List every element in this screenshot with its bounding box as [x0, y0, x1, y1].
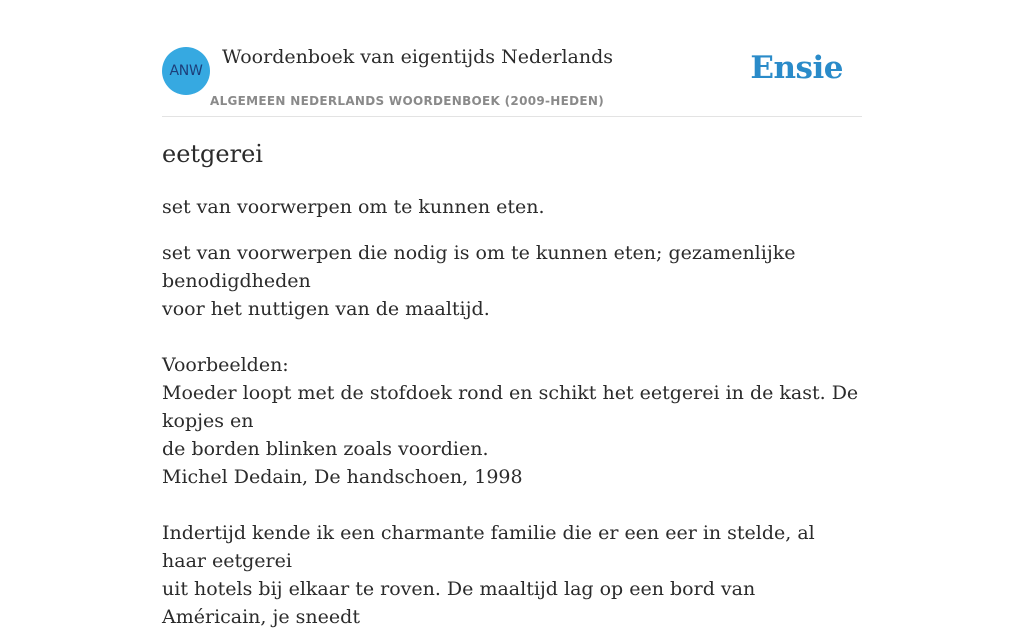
ensie-brand-link[interactable]: Ensie — [750, 50, 843, 86]
examples-label: Voorbeelden: — [162, 354, 289, 376]
example-line: Indertijd kende ik een charmante familie die er een eer in stelde, al haar eetgerei — [162, 522, 815, 572]
dictionary-title[interactable]: Woordenboek van eigentijds Nederlands — [222, 46, 614, 68]
spacer — [162, 323, 862, 351]
entry-body — [162, 239, 862, 631]
anw-logo[interactable] — [162, 47, 210, 95]
example-source: Michel Dedain, De handschoen, 1998 — [162, 466, 523, 488]
spacer — [162, 491, 862, 519]
definition-line: set van voorwerpen die nodig is om te kunnen eten; gezamenlijke benodigdheden — [162, 242, 796, 292]
example-line: Moeder loopt met de stofdoek rond en schikt het eetgerei in de kast. De kopjes en — [162, 382, 859, 432]
short-definition: set van voorwerpen om te kunnen eten. — [162, 196, 545, 218]
site-header — [162, 0, 862, 117]
page-content — [162, 0, 862, 628]
definition-line: voor het nuttigen van de maaltijd. — [162, 298, 490, 320]
example-line: de borden blinken zoals voordien. — [162, 438, 489, 460]
example-line: uit hotels bij elkaar te roven. De maaltijd lag op een bord van Américain, je sneedt — [162, 578, 756, 628]
dictionary-subtitle: ALGEMEEN NEDERLANDS WOORDENBOEK (2009-HEDEN) — [210, 94, 605, 108]
headword: eetgerei — [162, 140, 263, 168]
logo-text: ANW — [169, 63, 203, 79]
